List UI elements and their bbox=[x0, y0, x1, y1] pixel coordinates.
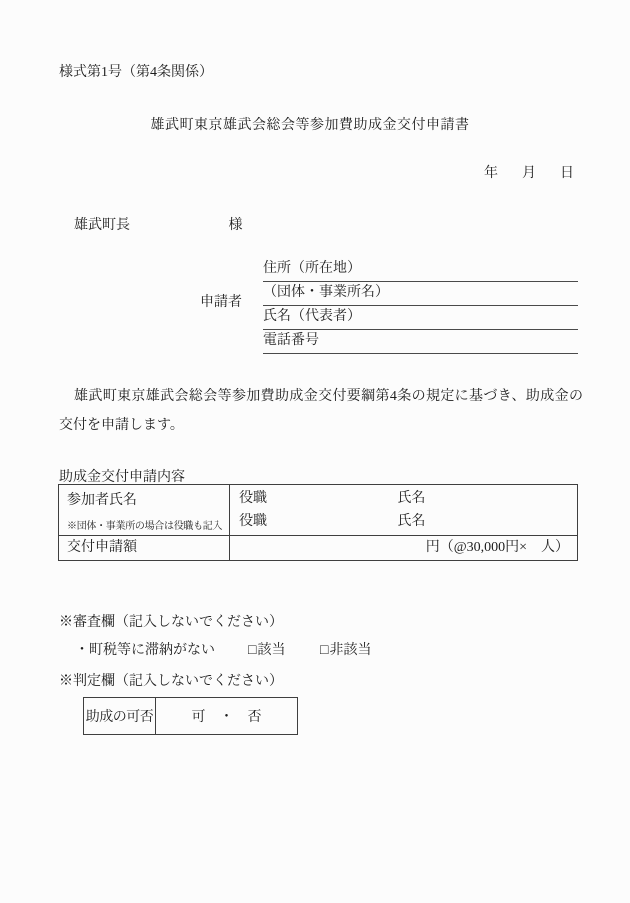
applicant-field-phone bbox=[263, 330, 578, 354]
field-label-phone: 電話番号 bbox=[263, 333, 319, 348]
applicant-field-address bbox=[263, 258, 578, 282]
addressee-name: 雄武町長 bbox=[74, 218, 130, 233]
checkbox-applicable bbox=[248, 639, 285, 659]
document-title: 雄武町東京雄武会総会等参加費助成金交付申請書 bbox=[150, 118, 470, 133]
review-item: ・町税等に滞納がない bbox=[75, 643, 215, 658]
field-label-address: 住所（所在地） bbox=[263, 261, 361, 276]
checkbox-applicable-label: 該当 bbox=[257, 643, 286, 658]
addressee-honorific: 様 bbox=[228, 218, 243, 233]
applicant-fields bbox=[263, 258, 578, 354]
participant-note: ※団体・事業所の場合は役職も記入 bbox=[67, 521, 223, 532]
participant-line-1 bbox=[239, 487, 577, 510]
participant-line-2 bbox=[239, 510, 577, 533]
applicant-field-name bbox=[263, 306, 578, 330]
review-section-heading: ※審査欄（記入しないでください） bbox=[59, 615, 283, 630]
judgment-table bbox=[83, 697, 298, 735]
amount-value-cell: 円（@30,000円× 人） bbox=[230, 535, 577, 560]
applicant-label: 申請者 bbox=[200, 295, 242, 310]
form-number: 様式第1号（第4条関係） bbox=[59, 65, 213, 80]
judgment-section-heading: ※判定欄（記入しないでください） bbox=[59, 674, 283, 689]
name-label-2: 氏名 bbox=[397, 514, 426, 529]
position-label-1: 役職 bbox=[239, 491, 267, 506]
application-table-heading: 助成金交付申請内容 bbox=[59, 470, 185, 485]
date-line bbox=[484, 162, 574, 182]
judgment-header-cell: 助成の可否 bbox=[84, 698, 156, 734]
field-label-name: 氏名（代表者） bbox=[263, 309, 361, 324]
applicant-field-organization bbox=[263, 282, 578, 306]
checkbox-icon: □ bbox=[320, 643, 329, 658]
amount-header-cell: 交付申請額 bbox=[59, 535, 230, 560]
addressee-line bbox=[74, 214, 243, 234]
checkbox-not-applicable-label: 非該当 bbox=[329, 643, 372, 658]
body-paragraph: 雄武町東京雄武会総会等参加費助成金交付要綱第4条の規定に基づき、助成金の交付を申請します。 bbox=[59, 389, 583, 433]
name-label-1: 氏名 bbox=[397, 491, 426, 506]
date-year-label: 年 bbox=[484, 166, 498, 181]
participant-header: 参加者氏名 bbox=[67, 493, 137, 508]
date-day-label: 日 bbox=[560, 166, 574, 181]
participant-header-cell bbox=[59, 485, 230, 535]
judgment-value-cell: 可 ・ 否 bbox=[191, 710, 262, 725]
date-month-label: 月 bbox=[522, 166, 536, 181]
checkbox-not-applicable bbox=[320, 639, 371, 659]
participant-lines-cell bbox=[230, 485, 577, 535]
checkbox-icon: □ bbox=[248, 643, 257, 658]
application-table bbox=[58, 484, 578, 561]
position-label-2: 役職 bbox=[239, 514, 267, 529]
field-label-organization: （団体・事業所名） bbox=[263, 285, 389, 300]
